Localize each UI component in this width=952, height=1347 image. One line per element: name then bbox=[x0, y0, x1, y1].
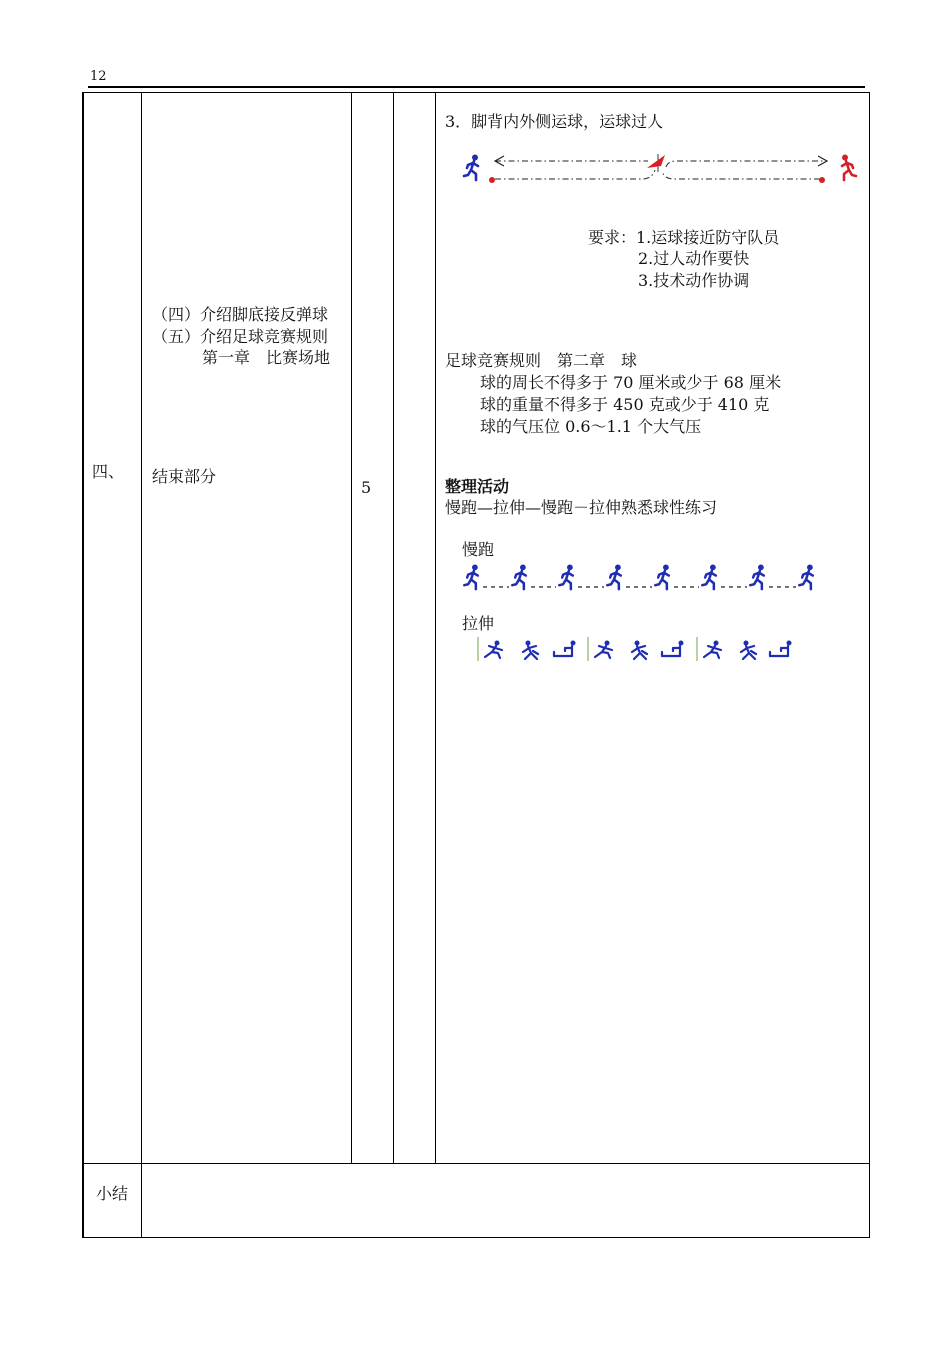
row-divider bbox=[82, 1163, 870, 1164]
seated-stretch-icon bbox=[662, 641, 684, 657]
running-figure-icon bbox=[464, 564, 478, 589]
stretch-label: 拉伸 bbox=[462, 614, 495, 633]
jog-diagram bbox=[458, 562, 828, 594]
rule-line: 球的周长不得多于 70 厘米或少于 68 厘米 bbox=[480, 373, 782, 392]
running-figure-icon bbox=[655, 564, 669, 589]
page-number: 12 bbox=[90, 69, 107, 84]
running-figure-icon bbox=[702, 564, 716, 589]
section-number: 四、 bbox=[92, 462, 125, 481]
topic-item: 第一章 比赛场地 bbox=[202, 348, 331, 367]
stretch-diagram bbox=[470, 634, 810, 664]
seated-stretch-icon bbox=[554, 641, 576, 657]
requirement-item: 2.过人动作要快 bbox=[638, 249, 750, 268]
column-divider bbox=[393, 92, 394, 1163]
column-divider bbox=[351, 92, 352, 1163]
side-stretch-icon bbox=[632, 641, 647, 660]
lunge-stretch-icon bbox=[704, 641, 721, 659]
jog-label: 慢跑 bbox=[462, 540, 495, 559]
marker-dot-icon bbox=[819, 177, 825, 183]
lunge-stretch-icon bbox=[485, 641, 502, 659]
marker-dot-icon bbox=[489, 177, 495, 183]
running-figure-icon bbox=[799, 564, 813, 589]
header-rule bbox=[88, 86, 865, 88]
rule-line: 球的重量不得多于 450 克或少于 410 克 bbox=[480, 395, 770, 414]
column-divider bbox=[141, 92, 142, 1238]
dribble-diagram bbox=[458, 148, 862, 190]
lesson-table bbox=[82, 92, 870, 1238]
rules-heading: 足球竞赛规则 第二章 球 bbox=[445, 351, 638, 370]
drill-title: 3．脚背内外侧运球，运球过人 bbox=[445, 112, 664, 131]
side-stretch-icon bbox=[741, 641, 756, 660]
dashed-path-line bbox=[662, 171, 820, 179]
part-name: 结束部分 bbox=[152, 467, 217, 486]
running-figure-icon bbox=[750, 564, 764, 589]
column-divider bbox=[435, 92, 436, 1163]
requirement-item: 要求：1.运球接近防守队员 bbox=[588, 228, 780, 247]
cooldown-sequence: 慢跑—拉伸—慢跑－拉伸熟悉球性练习 bbox=[445, 498, 718, 517]
requirement-item: 3.技术动作协调 bbox=[638, 271, 750, 290]
dashed-path-line bbox=[666, 161, 827, 167]
summary-label: 小结 bbox=[96, 1184, 129, 1203]
seated-stretch-icon bbox=[770, 641, 792, 657]
lunge-stretch-icon bbox=[595, 641, 612, 659]
topic-item: （四）介绍脚底接反弹球 bbox=[152, 305, 329, 324]
running-figure-icon bbox=[512, 564, 526, 589]
running-figure-icon bbox=[607, 564, 621, 589]
dashed-path-line bbox=[495, 170, 655, 179]
side-stretch-icon bbox=[523, 641, 538, 660]
running-figure-icon bbox=[842, 155, 856, 181]
running-figure-icon bbox=[559, 564, 573, 589]
time-value: 5 bbox=[361, 478, 372, 497]
flag-icon bbox=[647, 154, 665, 172]
rule-line: 球的气压位 0.6～1.1 个大气压 bbox=[480, 417, 702, 436]
cooldown-title: 整理活动 bbox=[445, 477, 510, 496]
running-figure-icon bbox=[464, 155, 478, 181]
topic-item: （五）介绍足球竞赛规则 bbox=[152, 327, 329, 346]
